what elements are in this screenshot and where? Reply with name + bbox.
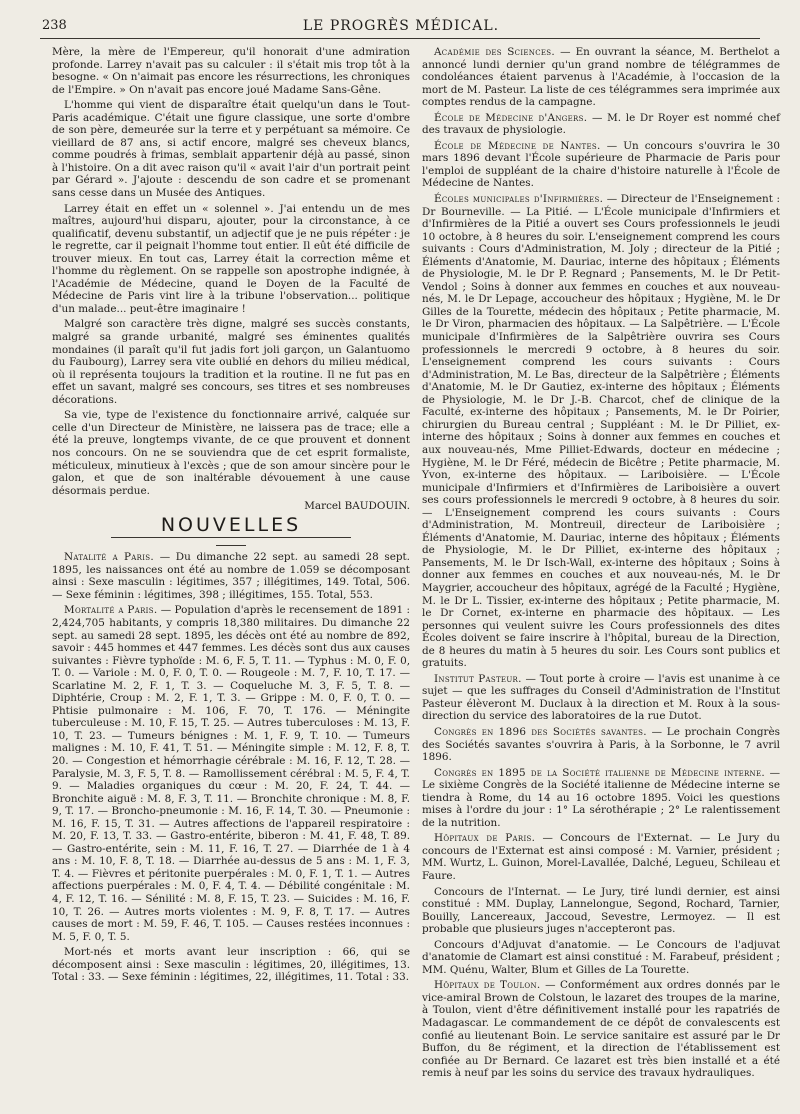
news-item <box>52 551 410 601</box>
news-item <box>422 673 780 723</box>
section-title: NOUVELLES <box>160 513 302 536</box>
news-item <box>422 832 780 882</box>
news-heading: Congrès en 1896 des Sociétés savantes. <box>434 725 647 738</box>
news-body: — Conformément aux ordres donnés par le vice-amiral Brown de Colstoun, le lazaret des troupes de la marine, à Toulon, vient d'être définitivement installé pour les rapatriés de Madagascar. Le commandement de ce dépôt de convalescents est confié au lieutenant Boin. Le service sanitaire est assuré par le Dr Buffon, du 8e régiment, et la direction de l'établissement est confiée au Dr Bernard. Ce lazaret est très bien installé et a été remis à neuf par les soins du service des travaux hydrauliques. <box>422 979 780 1080</box>
divider <box>216 545 246 546</box>
paragraph: Mère, la mère de l'Empereur, qu'il honorait d'une admiration profonde. Larrey n'avait pas su calculer : il s'était mis trop tôt à la besogne. « On n'aimait pas encore les résurrections, les chroniques de l'Empire. » On n'avait pas encore joué Madame Sans-Gêne. <box>52 46 410 96</box>
news-body: — Un concours s'ouvrira le 30 mars 1896 devant l'École supérieure de Pharmacie de Paris pour l'emploi de suppléant de la chaire d'histoire naturelle à l'École de Médecine de Nantes. <box>422 139 780 190</box>
news-body: — Du dimanche 22 sept. au samedi 28 sept. 1895, les naissances ont été au nombre de 1.059 se décomposant ainsi : Sexe masculin : légitimes, 357 ; illégitimes, 149. Total, 506. — Sexe féminin : légitimes, 398 ; illégitimes, 155. Total, 553. <box>52 551 410 601</box>
news-body: — Tout porte à croire — l'avis est unanime à ce sujet — que les suffrages du Conseil d'Administration de l'Institut Pasteur élèveront M. Duclaux à la direction et M. Roux à la sous-direction du service des laboratoires de la rue Dutot. <box>422 672 780 723</box>
paragraph: Sa vie, type de l'existence du fonctionnaire arrivé, calquée sur celle d'un Directeur de Ministère, ne laissera pas de trace; elle a été la preuve, longtemps vivante, de ce que prouvent et donnent nos concours. On ne se souviendra que de cet esprit formaliste, méticuleux, minutieux à l'excès ; que de son amour sincère pour le galon, et que de son inaltérable dévouement à une cause désormais perdue. <box>52 409 410 497</box>
paragraph: Larrey était en effet un « solennel ». J'ai entendu un de mes maîtres, aujourd'hui disparu, ajouter, pour la circonstance, à ce qualificatif, devenu substantif, un adjectif que je ne puis répéter : je le regrette, car il peignait l'homme tout entier. Il eût été difficile de trouver mieux. En tout cas, Larrey était la correction même et l'homme du règlement. On se rappelle son apostrophe indignée, à l'Académie de Médecine, quand le Doyen de la Faculté de Médecine de Paris vint lire à la tribune l'observation... politique d'un malade... peut-être imaginaire ! <box>52 202 410 315</box>
news-body: — M. le Dr Royer est nommé chef des travaux de physiologie. <box>422 111 780 137</box>
news-body: — Directeur de l'Enseignement : Dr Bourneville. — La Pitié. — L'École municipale d'Infirmiers et d'Infirmières de la Pitié a ouvert ses Cours professionnels le jeudi 10 octobre, à 8 heures du soir. L'enseignement comprend les cours suivants : Cours d'Administration, M. Joly ; directeur de la Pitié ; Éléments d'Anatomie, M. Dauriac, interne des hôpitaux ; Éléments de Physiologie, M. le Dr P. Regnard ; Pansements, M. le Dr Petit-Vendol ; Soins à donner aux femmes en couches et aux nouveau-nés, M. le Dr Lepage, accoucheur des hôpitaux ; Hygiène, M. le Dr Gilles de la Tourette, médecin des hôpitaux ; Petite pharmacie, M. le Dr Viron, pharmacien des hôpitaux. — La Salpêtrière. — L'École municipale d'Infirmières de la Salpêtrière ouvrira ses Cours professionnels le mercredi 9 octobre, à 8 heures du soir. L'enseignement comprend les cours suivants : Cours d'Administration, M. Le Bas, directeur de la Salpêtrière ; Éléments d'Anatomie, M. le Dr Gautiez, ex-interne des hôpitaux ; Éléments de Physiologie, M. le Dr J.-B. Charcot, chef de clinique de la Faculté, ex-interne des hôpitaux ; Pansements, M. le Dr Poirier, chirurgien du Bureau central ; Suppléant : M. le Dr Pilliet, ex-interne des hôpitaux ; Soins à donner aux femmes en couches et aux nouveau-nés, Mme Pilliet-Edwards, docteur en médecine ; Hygiène, M. le Dr Féré, médecin de Bicêtre ; Petite pharmacie, M. Yvon, ex-interne des hôpitaux. — Lariboisière. — L'École municipale d'Infirmiers et d'Infirmières de Lariboisière a ouvert ses cours professionnels le mercredi 9 octobre, à 8 heures du soir. — L'Enseignement comprend les cours suivants : Cours d'Administration, M. Montreuil, directeur de Lariboisière ; Éléments d'Anatomie, M. Dauriac, interne des hôpitaux ; Éléments de Physiologie, M. le Dr Pilliet, ex-interne des hôpitaux ; Pansements, M. le Dr Isch-Wall, ex-interne des hôpitaux ; Soins à donner aux femmes en couches et aux nouveau-nés, M. le Dr Maygrier, accoucheur des hôpitaux, agrégé de la Faculté ; Hygiène, M. le Dr L. Tissier, ex-interne des hôpitaux ; Petite pharmacie, M. le Dr Cornet, ex-interne en pharmacie des hôpitaux. — Les personnes qui veulent suivre les Cours professionnels des dites Écoles doivent se faire inscrire à l'hôpital, bureau de la Direction, de 8 heures du matin à 5 heures du soir. Les Cours sont publics et gratuits. <box>422 193 780 670</box>
news-item: Concours de l'Internat. — Le Jury, tiré lundi dernier, est ainsi constitué : MM. Duplay, Lannelongue, Segond, Rochard, Tarnier, Bouilly, Lancereaux, Jaccoud, Sevestre, Lermoyez. — Il est probable que plusieurs juges n'accepteront pas. <box>422 885 780 936</box>
news-item <box>422 112 780 137</box>
news-body: — Le prochain Congrès des Sociétés savantes s'ouvrira à Paris, à la Sorbonne, le 7 avril 1896. <box>422 725 780 764</box>
news-heading: Académie des Sciences. <box>434 46 555 58</box>
journal-title: LE PROGRÈS MÉDICAL. <box>302 18 500 34</box>
news-heading: Mortalité a Paris. <box>64 604 158 617</box>
right-column <box>422 46 780 1083</box>
header-rule <box>40 38 760 39</box>
news-heading: Congrès en 1895 de la Société italienne de Médecine interne. <box>434 766 765 779</box>
news-item <box>422 726 780 764</box>
author-signature: Marcel BAUDOUIN. <box>304 500 410 513</box>
news-heading: Écoles municipales d'Infirmières. <box>434 193 604 206</box>
news-item <box>422 46 780 109</box>
paragraph: L'homme qui vient de disparaître était quelqu'un dans le Tout-Paris académique. C'était une figure classique, une sorte d'ombre de son père, demeurée sur la terre et y perpétuant sa mémoire. Ce vieillard de 87 ans, si actif encore, malgré ses cheveux blancs, comme poudrés à frimas, semblait appartenir déjà au passé, sinon à l'histoire. On a dit avec raison qu'il « avait l'air d'un portrait peint par Gérard ». J'ajoute : descendu de son cadre et se promenant sans cesse dans un Musée des Antiques. <box>52 99 410 200</box>
news-heading: École de Médecine de Nantes. <box>434 139 601 152</box>
news-heading: Hôpitaux de Toulon. <box>434 979 541 992</box>
left-column <box>52 46 410 987</box>
news-item <box>422 979 780 1079</box>
news-heading: Institut Pasteur. <box>434 672 522 685</box>
news-item: Mort-nés et morts avant leur inscription : 66, qui se décomposent ainsi : Sexe masculin : légitimes, 20, illégitimes, 13. Total : 33. — Sexe féminin : légitimes, 22, illégitimes, 11. Total : 33. <box>52 946 410 984</box>
paragraph: Malgré son caractère très digne, malgré ses succès constants, malgré sa grande urbanité, malgré ses éminentes qualités mondaines (il paraît qu'il fut jadis fort joli garçon, un Galantuomo du Faubourg), Larrey sera vite oublié en dehors du milieu médical, où il représenta toujours la tradition et la routine. Il ne fut pas en effet un savant, malgré ses concours, ses titres et ses nombreuses décorations. <box>52 318 410 406</box>
news-body: — Le sixième Congrès de la Société italienne de Médecine interne se tiendra à Rome, du 14 au 16 octobre 1895. Voici les questions mises à l'ordre du jour : 1° La sérothérapie ; 2° Le ralentissement de la nutrition. <box>422 766 780 829</box>
section-banner <box>52 513 410 539</box>
news-body: — Population d'après le recensement de 1891 : 2,424,705 habitants, y compris 18,380 militaires. Du dimanche 22 sept. au samedi 28 sept. 1895, les décès ont été au nombre de 892, savoir : 445 hommes et 447 femmes. Les décès sont dus aux causes suivantes : Fièvre typhoïde : M. 6, F. 5, T. 11. — Typhus : M. 0, F. 0, T. 0. — Variole : M. 0, F. 0, T. 0. — Rougeole : M. 7, F. 10, T. 17. — Scarlatine M. 2, F. 1, T. 3. — Coqueluche M. 3, F. 5, T. 8. — Diphtérie, Croup : M. 2, F. 1, T. 3. — Grippe : M. 0, F. 0, T. 0. — Phtisie pulmonaire : M. 106, F. 70, T. 176. — Méningite tuberculeuse : M. 10, F. 15, T. 25. — Autres tuberculoses : M. 13, F. 10, T. 23. — Tumeurs bénignes : M. 1, F. 9, T. 10. — Tumeurs malignes : M. 10, F. 41, T. 51. — Méningite simple : M. 12, F. 8, T. 20. — Congestion et hémorrhagie cérébrale : M. 16, F. 12, T. 28. — Paralysie, M. 3, F. 5, T. 8. — Ramollissement cérébral : M. 5, F. 4, T. 9. — Maladies organiques du cœur : M. 20, F. 24, T. 44. — Bronchite aiguë : M. 8, F. 3, T. 11. — Bronchite chronique : M. 8, F. 9, T. 17. — Broncho-pneumonie : M. 16, F. 14, T. 30. — Pneumonie : M. 16, F. 15, T. 31. — Autres affections de l'appareil respiratoire : M. 20, F. 13, T. 33. — Gastro-entérite, biberon : M. 41, F. 48, T. 89. — Gastro-entérite, sein : M. 11, F. 16, T. 27. — Diarrhée de 1 à 4 ans : M. 10, F. 8, T. 18. — Diarrhée au-dessus de 5 ans : M. 1, F. 3, T. 4. — Fièvres et péritonite puerpérales : M. 0, F. 1, T. 1. — Autres affections puerpérales : M. 0, F. 4, T. 4. — Débilité congénitale : M. 4, F. 12, T. 16. — Sénilité : M. 8, F. 15, T. 23. — Suicides : M. 16, F. 10, T. 26. — Autres morts violentes : M. 9, F. 8, T. 17. — Autres causes de mort : M. 59, F. 46, T. 105. — Causes restées inconnues : M. 5, F. 0, T. 5. <box>52 604 410 943</box>
news-heading: Natalité a Paris. <box>64 551 154 564</box>
news-body: — Concours de l'Externat. — Le Jury du concours de l'Externat est ainsi composé : M. Varnier, président ; MM. Wurtz, L. Guinon, Morel-Lavallée, Dalché, Legueu, Schileau et Faure. <box>422 832 780 882</box>
page-number: 238 <box>42 18 67 33</box>
news-item <box>52 604 410 943</box>
news-body: — En ouvrant la séance, M. Berthelot a annoncé lundi dernier qu'un grand nombre de télégrammes de condoléances étaient parvenus à l'Académie, à l'occasion de la mort de M. Pasteur. La liste de ces télégrammes sera imprimée aux comptes rendus de la campagne. <box>422 46 780 109</box>
news-item <box>422 140 780 190</box>
news-heading: École de Médecine d'Angers. <box>434 111 588 124</box>
news-item <box>422 193 780 670</box>
section-underline <box>111 537 351 538</box>
news-heading: Hôpitaux de Paris. <box>434 832 536 845</box>
news-item: Concours d'Adjuvat d'anatomie. — Le Concours de l'adjuvat d'anatomie de Clamart est ainsi constitué : M. Farabeuf, président ; MM. Quénu, Walter, Blum et Gilles de La Tourette. <box>422 938 780 976</box>
news-item <box>422 767 780 830</box>
